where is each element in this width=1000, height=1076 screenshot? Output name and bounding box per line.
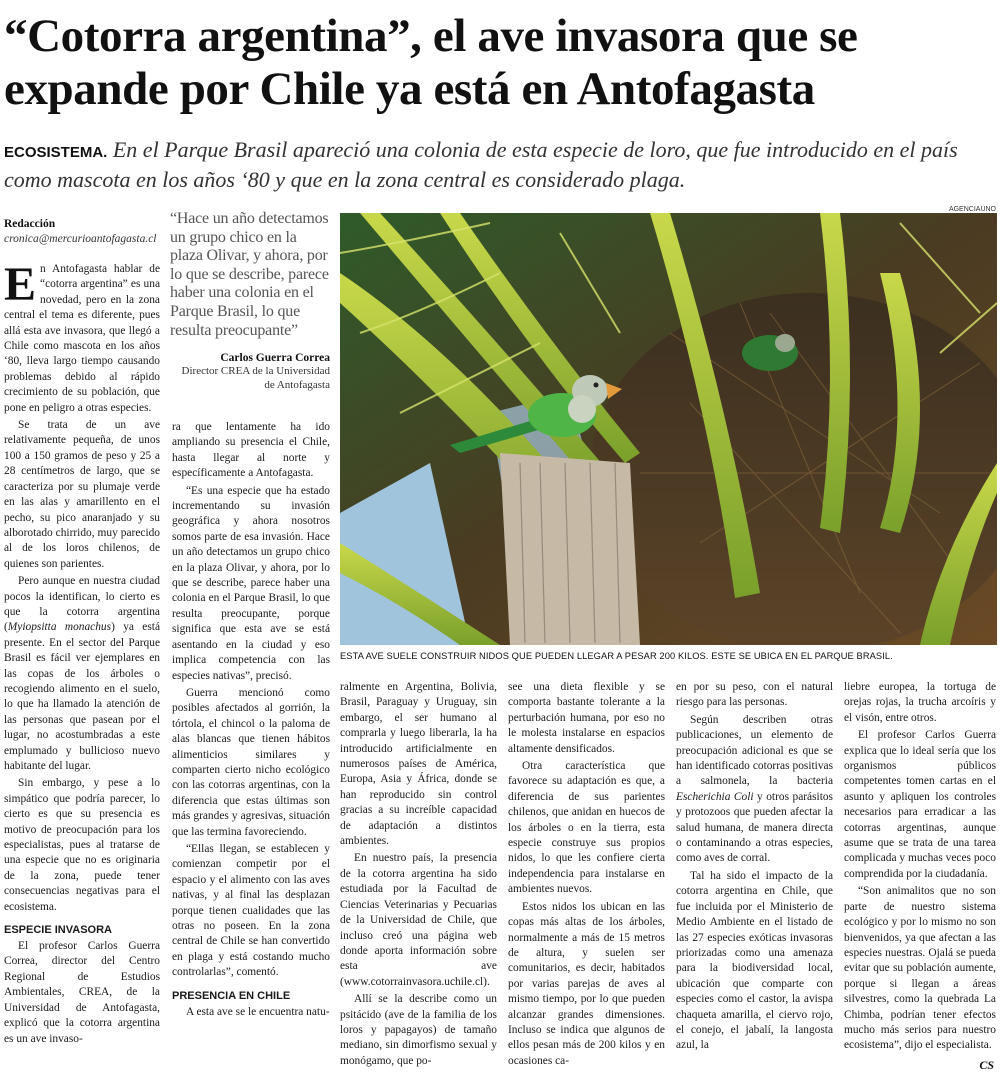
byline-email: cronica@mercurioantofagasta.cl bbox=[4, 233, 157, 245]
deck-text: En el Parque Brasil apareció una colonia de esta especie de loro, que fue introducido en el país como mascota en los años ‘80 y que en la zona central es considerado plaga. bbox=[4, 137, 958, 192]
paragraph-text: Pero aunque en nuestra ciudad pocos la identifican, lo cierto es que la cotorra argentina ( bbox=[4, 575, 160, 634]
paragraph: Guerra mencionó como posibles afectados al gorrión, la tórtola, el chincol o la paloma de alas blancas que tienen hábitos alimenticios similares y comparten cierto nicho ecológico con las cotorras argentinas, con la diferencia que estas últimas son más grandes y agresivas, situación que las termina favoreciendo. bbox=[172, 686, 330, 838]
paragraph: Estos nidos los ubican en las copas más altas de los árboles, normalmente a más de 15 metros de altura, y suelen ser comunitarios, es decir, habitados por varias parejas de aves al mismo tiempo, por lo que pueden alcanzar grandes dimensiones. Incluso se indica que algunos de ellos pesan más de 200 kilos y en ocasiones ca- bbox=[508, 900, 665, 1067]
paragraph: “Son animalitos que no son parte de nuestro sistema ecológico y por lo mismo no son bienvenidos, ya que afectan a las especies nuestras. Ojalá se pueda evitar que su población aumente, porque si llegan a áreas silvestres, como la quebrada La Chimba, podrían tener efectos mucho más serios para nuestro ecosistema”, dijo el especialista. bbox=[844, 885, 996, 1052]
headline: “Cotorra argentina”, el ave invasora que se expande por Chile ya está en Antofagasta bbox=[4, 10, 858, 115]
paragraph-text: n Antofagasta hablar de “cotorra argentina” es una novedad, pero en la zona central el tema es diferente, pues allá esta ave invasora, que llegó a Chile como mascota en los años ‘80, lleva largo tiempo causando problemas debido al rápido crecimiento de su población, que pone en peligro a otras especies. bbox=[4, 263, 160, 414]
photo-credit: AGENCIAUNO bbox=[948, 206, 996, 213]
parrot-in-palm-illustration bbox=[340, 213, 997, 645]
paragraph: En nuestro país, la presencia de la cotorra argentina ha sido estudiada por la Facultad de Ciencias Veterinarias y Pecuarias de la Universidad de Chile, que incluso creó una página web donde aporta información sobre esta ave (www.cotorrainvasora.uchile.cl). bbox=[340, 852, 497, 988]
paragraph-text: ) ya está presente. En el sector del Parque Brasil es fácil ver ejemplares en las copas de los árboles o recogiendo alimento en el suelo, lo que ha llamado la atención de las personas que pasean por el lugar, no acostumbradas a este emplumado y bullicioso nuevo habitante del lugar. bbox=[4, 621, 161, 772]
paragraph: “Ellas llegan, se establecen y comienzan competir por el espacio y el alimento con las aves nativas, y al final las desplazan porque tienen cualidades que las otras no poseen. En la zona central de Chile se han convertido en plaga y está costando mucho controlarlas”, comentó. bbox=[172, 842, 330, 979]
paragraph: Otra característica que favorece su adaptación es que, a diferencia de sus parientes chilenos, que anidan en huecos de los árboles o en la tierra, esta especie construye sus propios nidos, lo que les confiere cierta independencia para instalarse en ambientes nuevos. bbox=[508, 760, 665, 896]
paragraph: ralmente en Argentina, Bolivia, Brasil, Paraguay y Uruguay, sin embargo, el ser humano al comprarla y luego liberarla, la ha introducido artificialmente en numerosos países de América, Europa, Asia y África, donde se han reproducido sin control gracias a su increíble capacidad de adaptación a distintos ambientes. bbox=[340, 681, 497, 848]
subheading: ESPECIE INVASORA bbox=[4, 924, 112, 937]
paragraph bbox=[4, 574, 160, 774]
paragraph bbox=[676, 713, 833, 867]
paragraph: A esta ave se le encuentra natu- bbox=[186, 1005, 330, 1018]
paragraph: “Es una especie que ha estado incrementando su invasión geográfica y ahora nosotros somos parte de esa invasión. Hace un año detectamos un grupo chico en la plaza Olivar, y ahora, por lo que se describe, parece haber una colonia en el Parque Brasil, lo que resulta preocupante, porque significa que esta ave se está asentando en la ciudad y eso implica competencia con las especies nativas”, precisó. bbox=[172, 484, 330, 682]
subheading: PRESENCIA EN CHILE bbox=[172, 989, 291, 1002]
paragraph bbox=[4, 258, 160, 416]
deck-kicker: ECOSISTEMA. bbox=[4, 144, 108, 161]
photo-caption: ESTA AVE SUELE CONSTRUIR NIDOS QUE PUEDEN LLEGAR A PESAR 200 KILOS. ESTE SE UBICA EN EL PARQUE BRASIL. bbox=[340, 651, 893, 661]
paragraph: Sin embargo, y pese a lo simpático que podría parecer, lo cierto es que su presencia es motivo de preocupación para los especialistas, pues al tratarse de una especie que no es originaria de la zona, puede tener consecuencias negativas para el ecosistema. bbox=[4, 777, 160, 913]
byline-name: Redacción bbox=[4, 218, 56, 230]
paragraph: Se trata de un ave relativamente pequeña, de unos 100 a 150 gramos de peso y 25 a 28 centímetros de largo, que se caracteriza por su plumaje verde en las alas y amarillento en el pecho, su pico anaranjado y su alborotado chirrido, muy parecido al de los loros chilenos, de quienes son parientes. bbox=[4, 419, 160, 570]
paragraph: liebre europea, la tortuga de orejas rojas, la trucha arcoíris y el visón, entre otros. bbox=[844, 681, 996, 724]
paragraph-text: Según describen otras publicaciones, un elemento de preocupación adicional es que se han identificado cotorras positivas a salmonela, la bacteria bbox=[676, 713, 833, 788]
scientific-name: Myiopsitta monachus bbox=[7, 621, 112, 634]
article-column-1 bbox=[4, 258, 161, 1049]
drop-cap: E bbox=[4, 258, 37, 311]
article-column-5 bbox=[676, 680, 833, 1056]
paragraph: El profesor Carlos Guerra explica que lo ideal sería que los organismos públicos competentes tomen cartas en el asunto y apliquen los controles necesarios para erradicar a las cotorras argentinas, aunque asume que se trata de una tarea complicada y muchas veces poco comprendida por la ciudadanía. bbox=[844, 729, 996, 880]
pull-quote-author: Carlos Guerra Correa bbox=[220, 352, 330, 365]
paragraph: ra que lentamente ha ido ampliando su presencia el Chile, hasta llegar al norte y específicamente a Antofagasta. bbox=[172, 421, 330, 480]
paragraph: Tal ha sido el impacto de la cotorra argentina en Chile, que fue incluida por el Ministerio de Medio Ambiente en el listado de las 27 especies exóticas invasoras priorizadas como una amenaza para la biodiversidad local, ubicación que comparte con especies como el castor, la avispa chaqueta amarilla, el ciervo rojo, el conejo, el jabalí, la langosta azul, la bbox=[676, 869, 833, 1052]
article-column-2 bbox=[172, 420, 330, 1022]
article-photo bbox=[340, 213, 997, 645]
paragraph: see una dieta flexible y se comporta bastante tolerante a la perturbación humana, por eso no le molesta instalarse en espacios altamente densificados. bbox=[508, 681, 665, 755]
paragraph: en por su peso, con el natural riesgo para las personas. bbox=[676, 681, 833, 709]
pull-quote bbox=[170, 210, 330, 392]
article-column-4 bbox=[508, 680, 665, 1071]
article-column-3 bbox=[340, 680, 497, 1071]
paragraph: Allí se la describe como un psitácido (ave de la familia de los loros y papagayos) de tamaño mediano, sin dimorfismo sexual y monógamo, que po- bbox=[340, 993, 497, 1067]
article-column-6 bbox=[844, 680, 996, 1056]
paragraph-text: y otros parásitos y protozoos que pueden afectar la salud humana, de manera directa o contaminando a otras especies, como aves de corral. bbox=[676, 790, 833, 865]
byline bbox=[4, 217, 164, 247]
deck bbox=[4, 136, 996, 193]
scientific-name: Escherichia Coli bbox=[676, 790, 754, 803]
pull-quote-role: Director CREA de la Universidad de Antofagasta bbox=[181, 365, 330, 392]
paragraph: El profesor Carlos Guerra Correa, director del Centro Regional de Estudios Ambientales, CREA, de la Universidad de Antofagasta, explicó que la cotorra argentina es un ave invaso- bbox=[4, 940, 160, 1045]
pull-quote-text: “Hace un año detectamos un grupo chico en la plaza Olivar, y ahora, por lo que se describe, parece haber una colonia en el Parque Brasil, lo que resulta preocupante” bbox=[170, 210, 329, 339]
end-mark: CS bbox=[979, 1058, 994, 1072]
